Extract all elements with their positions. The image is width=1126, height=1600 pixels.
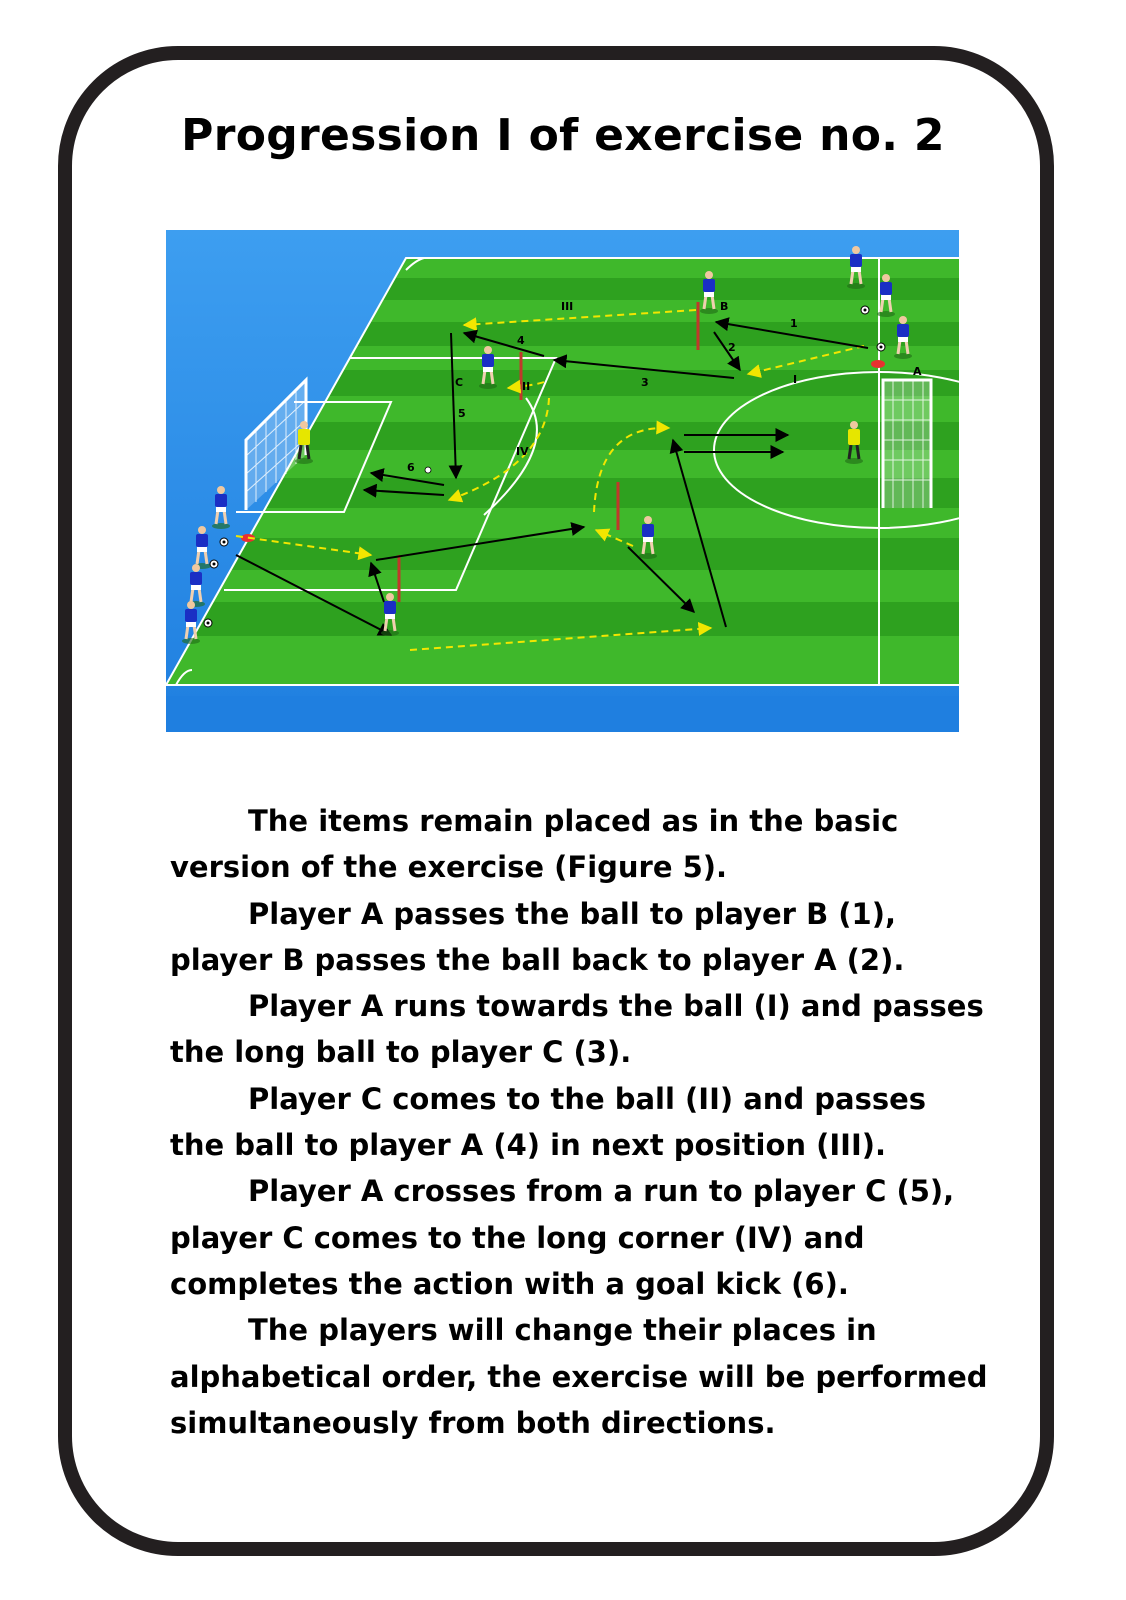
page-title: Progression I of exercise no. 2 (181, 110, 945, 161)
paragraph: The items remain placed as in the basic version of the exercise (Figure 5). (170, 804, 899, 885)
pass-label-3: 3 (641, 376, 649, 389)
player-label-c: C (455, 376, 464, 389)
pass-label-2: 2 (728, 341, 736, 354)
paragraph: Player A runs towards the ball (I) and passes the long ball to player C (3). (170, 989, 984, 1070)
pass-label-6: 6 (407, 461, 415, 474)
exercise-description (170, 798, 990, 1446)
pass-label-1: 1 (790, 317, 798, 330)
paragraph: Player C comes to the ball (II) and passes the ball to player A (4) in next position (III). (170, 1081, 927, 1163)
right-goal (883, 380, 931, 508)
run-label-iii: III (561, 300, 574, 313)
player-label-b: B (720, 300, 729, 313)
run-label-i: I (793, 373, 798, 386)
pass-label-4: 4 (517, 334, 525, 347)
paragraph: Player A passes the ball to player B (1), player B passes the ball back to player A (2). (170, 896, 905, 977)
paragraph: The players will change their places in alphabetical order, the exercise will be performed simultaneously from both directions. (170, 1313, 988, 1440)
run-label-ii: II (522, 380, 531, 393)
cone (871, 360, 885, 368)
exercise-diagram (166, 230, 959, 732)
player-label-a: A (913, 365, 922, 378)
pitch-svg (166, 230, 959, 732)
paragraph: Player A crosses from a run to player C (5), player C comes to the long corner (IV) and completes the action with a goal kick (6). (170, 1174, 955, 1301)
pass-label-5: 5 (458, 407, 466, 420)
run-label-iv: IV (516, 445, 529, 458)
